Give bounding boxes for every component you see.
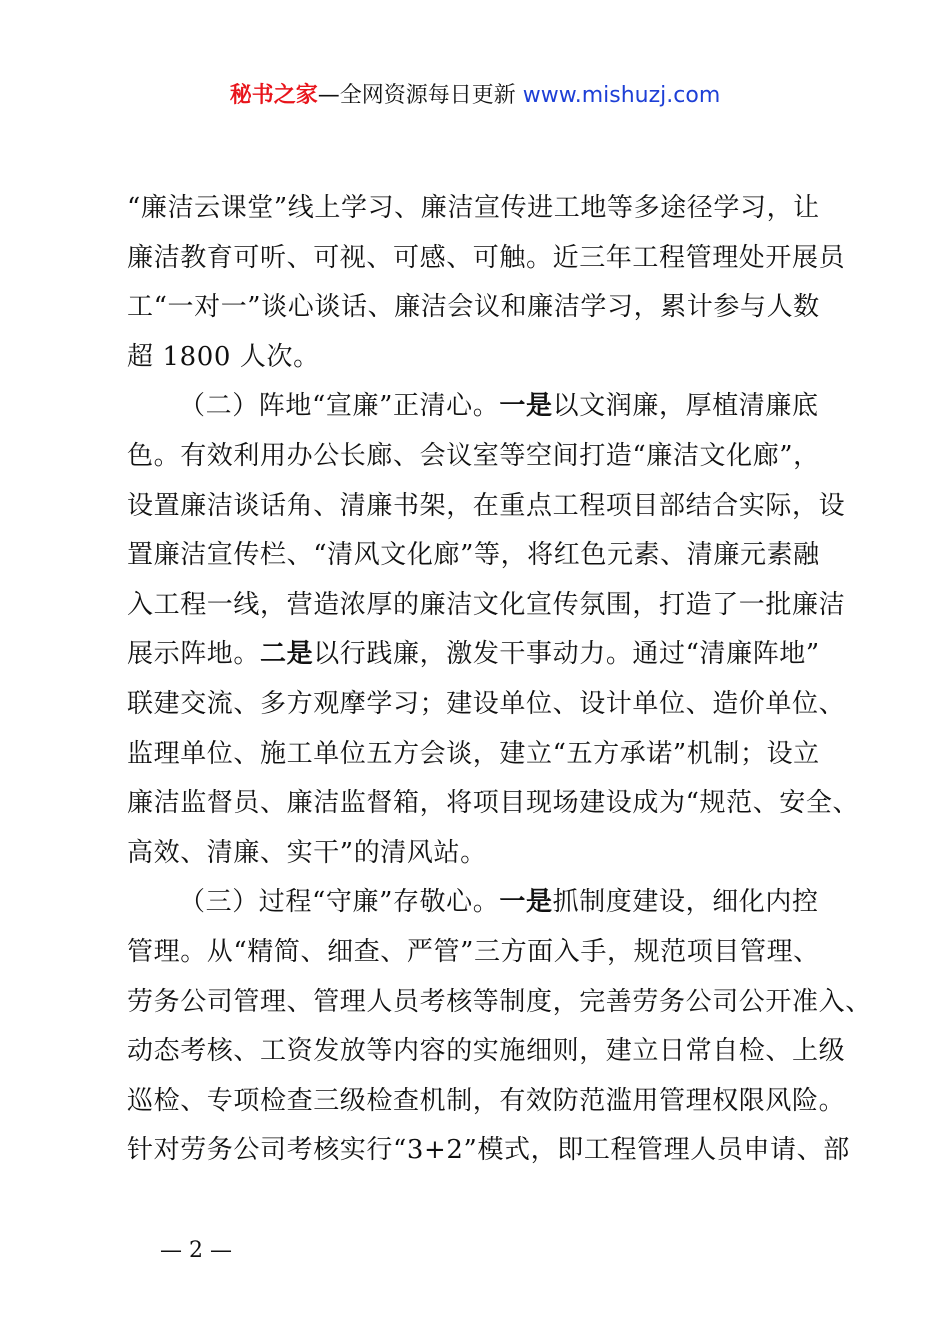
text-line: 监理单位、施工单位五方会谈，建立“五方承诺”机制；设立 [127, 738, 820, 769]
header-brand: 秘书之家 [229, 83, 318, 108]
document-body [127, 184, 872, 1176]
text-line: 联建交流、多方观摩学习；建设单位、设计单位、造价单位、 [127, 688, 846, 719]
text-line: 色。有效利用办公长廊、会议室等空间打造“廉洁文化廊”， [127, 440, 820, 471]
bold-marker: 一是 [499, 391, 553, 422]
text-line: 巡检、专项检查三级检查机制，有效防范滥用管理权限风险。 [127, 1085, 846, 1116]
text-line: 动态考核、工资发放等内容的实施细则，建立日常自检、上级 [127, 1036, 846, 1067]
page-number: — 2 — [160, 1238, 232, 1263]
text-line: 设置廉洁谈话角、清廉书架，在重点工程项目部结合实际，设 [127, 490, 846, 521]
section-heading: （三）过程“守廉”存敬心。 [179, 887, 500, 918]
text-line: 针对劳务公司考核实行“3+2”模式，即工程管理人员申请、部 [127, 1135, 850, 1166]
section-heading-line [127, 382, 867, 432]
text-line: 廉洁教育可听、可视、可感、可触。近三年工程管理处开展员 [127, 242, 846, 273]
text-line: 高效、清廉、实干”的清风站。 [127, 837, 487, 868]
text-run: 以文润廉，厚植清廉底 [552, 391, 819, 422]
header-tagline: —全网资源每日更新 [317, 83, 516, 108]
section-heading-line [127, 878, 867, 928]
site-header [0, 80, 950, 112]
text-line: 工“一对一”谈心谈话、廉洁会议和廉洁学习，累计参与人数 [127, 292, 820, 323]
text-run: 抓制度建设，细化内控 [552, 887, 819, 918]
bold-marker: 一是 [499, 887, 553, 918]
text-line: 劳务公司管理、管理人员考核等制度，完善劳务公司公开准入、 [127, 986, 872, 1017]
text-run: 展示阵地。 [127, 639, 261, 670]
section-heading: （二）阵地“宣廉”正清心。 [179, 391, 500, 422]
text-line: 超 1800 人次。 [127, 341, 320, 372]
bold-marker: 二是 [260, 639, 314, 670]
text-line: “廉洁云课堂”线上学习、廉洁宣传进工地等多途径学习，让 [127, 193, 820, 223]
text-line: 入工程一线，营造浓厚的廉洁文化宣传氛围，打造了一批廉洁 [127, 589, 846, 620]
text-line: 廉洁监督员、廉洁监督箱，将项目现场建设成为“规范、安全、 [127, 788, 860, 819]
text-line: 置廉洁宣传栏、“清风文化廊”等，将红色元素、清廉元素融 [127, 540, 820, 571]
header-url[interactable]: www.mishuzj.com [522, 83, 721, 108]
text-line: 管理。从“精简、细查、严管”三方面入手，规范项目管理、 [127, 936, 820, 967]
text-line [127, 630, 867, 680]
text-run: 以行践廉，激发干事动力。通过“清廉阵地” [313, 639, 820, 670]
